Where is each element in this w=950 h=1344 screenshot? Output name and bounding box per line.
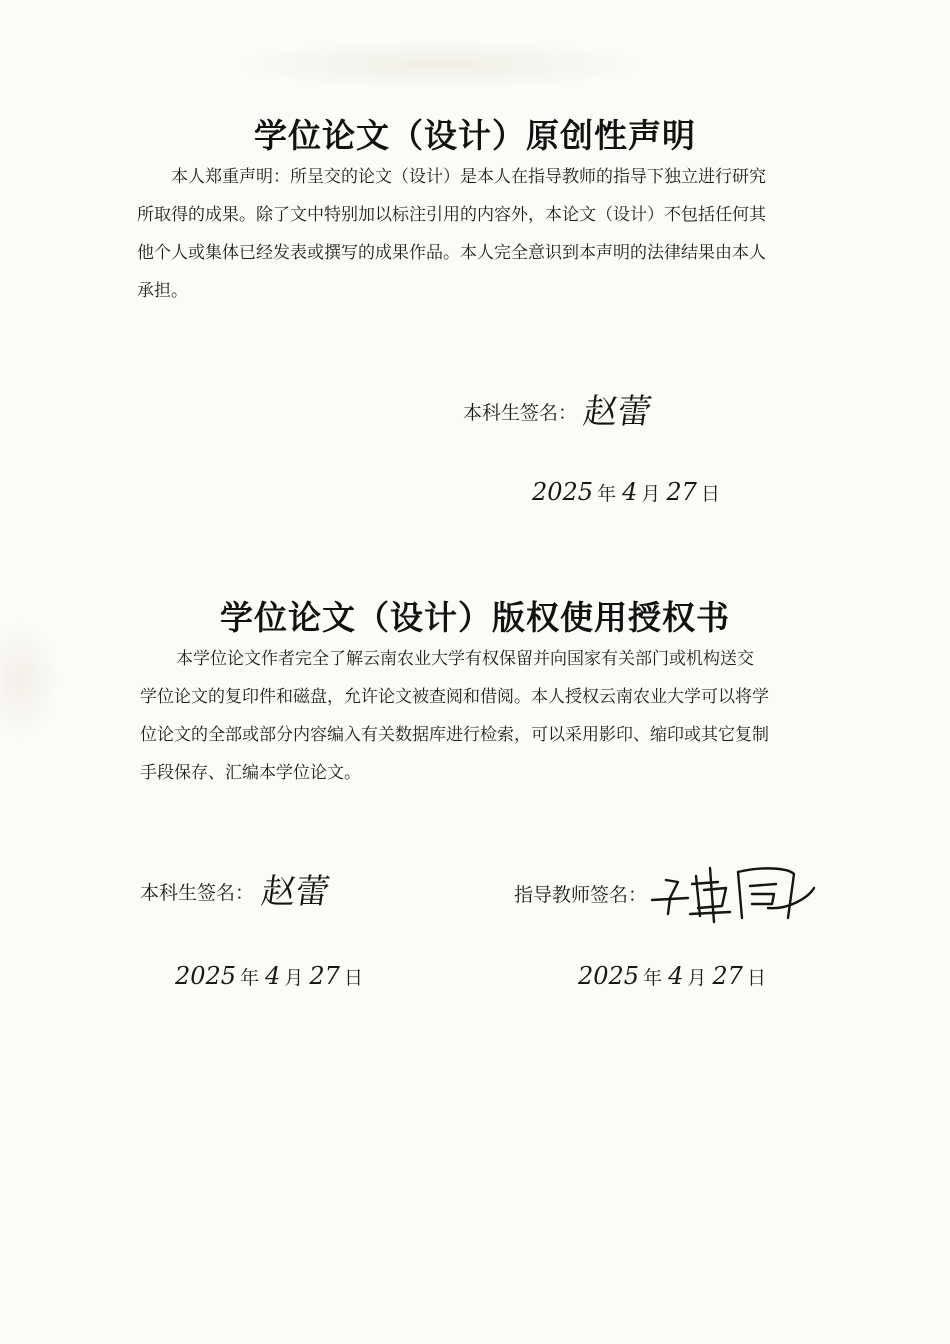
originality-title: 学位论文（设计）原创性声明 <box>254 116 696 155</box>
originality-line-2: 所取得的成果。除了文中特别加以标注引用的内容外，本论文（设计）不包括任何其 <box>137 205 766 225</box>
originality-signature-label: 本科生签名： <box>463 402 578 424</box>
copyright-line-1: 本学位论文作者完全了解云南农业大学有权保留并向国家有关部门或机构送交 <box>176 649 754 669</box>
advisor-date-month-unit: 月 <box>687 967 707 989</box>
scan-shadow-top <box>230 40 650 90</box>
student-date-year-unit: 年 <box>240 967 260 989</box>
originality-body <box>137 158 837 310</box>
student-signature: 赵蕾 <box>258 872 333 912</box>
originality-date <box>532 478 726 506</box>
originality-signature: 赵蕾 <box>580 392 655 432</box>
copyright-line-2: 学位论文的复印件和磁盘，允许论文被查阅和借阅。本人授权云南农业大学可以将学 <box>140 687 769 707</box>
originality-date-month: 4 <box>622 478 638 506</box>
advisor-date-day: 27 <box>712 962 743 990</box>
advisor-date-year: 2025 <box>578 962 640 990</box>
originality-date-day-unit: 日 <box>700 483 720 505</box>
originality-date-year-unit: 年 <box>597 483 617 505</box>
student-date-year: 2025 <box>175 962 237 990</box>
copyright-body <box>140 640 840 792</box>
originality-line-4: 承担。 <box>137 281 188 301</box>
originality-line-3: 他个人或集体已经发表或撰写的成果作品。本人完全意识到本声明的法律结果由本人 <box>137 243 766 263</box>
copyright-line-3: 位论文的全部或部分内容编入有关数据库进行检索，可以采用影印、缩印或其它复制 <box>140 725 769 745</box>
originality-date-year: 2025 <box>532 478 594 506</box>
advisor-date-year-unit: 年 <box>643 967 663 989</box>
originality-date-month-unit: 月 <box>641 483 661 505</box>
originality-line-1: 本人郑重声明：所呈交的论文（设计）是本人在指导教师的指导下独立进行研究 <box>171 167 766 187</box>
copyright-line-4: 手段保存、汇编本学位论文。 <box>140 763 361 783</box>
student-signature-label: 本科生签名： <box>140 882 255 904</box>
copyright-title: 学位论文（设计）版权使用授权书 <box>220 598 730 637</box>
advisor-date <box>578 962 772 990</box>
advisor-signature-label: 指导教师签名： <box>514 884 648 906</box>
student-date-month-unit: 月 <box>284 967 304 989</box>
advisor-signature <box>648 858 818 928</box>
advisor-date-day-unit: 日 <box>746 967 766 989</box>
student-date-day-unit: 日 <box>343 967 363 989</box>
student-date-month: 4 <box>265 962 281 990</box>
student-date <box>175 962 369 990</box>
student-date-day: 27 <box>309 962 340 990</box>
advisor-date-month: 4 <box>668 962 684 990</box>
originality-date-day: 27 <box>666 478 697 506</box>
